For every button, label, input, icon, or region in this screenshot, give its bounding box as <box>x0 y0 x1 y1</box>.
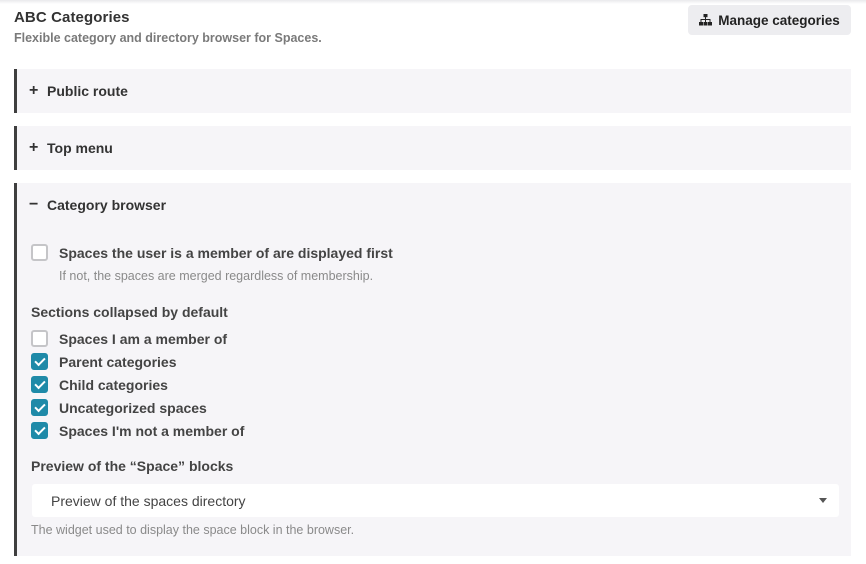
panel-category-browser-header[interactable] <box>17 183 851 227</box>
sitemap-icon <box>699 14 712 26</box>
panel-top-menu-label: Top menu <box>47 140 113 156</box>
sections-collapsed-label: Sections collapsed by default <box>31 304 228 320</box>
section-option <box>31 399 207 416</box>
manage-categories-label: Manage categories <box>718 12 840 28</box>
section-checkbox-child-categories[interactable] <box>31 376 48 393</box>
section-checkbox-spaces-member[interactable] <box>31 330 48 347</box>
section-option <box>31 330 227 347</box>
section-checkbox-uncategorized[interactable] <box>31 399 48 416</box>
minus-icon: − <box>29 196 39 213</box>
section-label: Parent categories <box>59 353 177 370</box>
section-label: Spaces I am a member of <box>59 330 228 347</box>
preview-select[interactable] <box>32 484 839 517</box>
members-first-checkbox[interactable] <box>31 244 48 261</box>
section-checkbox-not-member[interactable] <box>31 422 48 439</box>
section-checkbox-parent-categories[interactable] <box>31 353 48 370</box>
page-subtitle: Flexible category and directory browser for Spaces. <box>14 31 322 45</box>
section-option <box>31 376 168 393</box>
manage-categories-button[interactable] <box>688 5 851 35</box>
section-label: Child categories <box>59 376 168 393</box>
preview-blocks-label: Preview of the “Space” blocks <box>31 458 234 474</box>
section-option <box>31 422 244 439</box>
top-shadow <box>0 0 866 4</box>
preview-select-value: Preview of the spaces directory <box>51 492 246 509</box>
panel-public-route-header[interactable] <box>17 69 851 113</box>
caret-down-icon <box>819 498 827 503</box>
panel-category-browser <box>14 183 851 556</box>
section-label: Spaces I'm not a member of <box>59 422 245 439</box>
members-first-label: Spaces the user is a member of are displayed first <box>59 244 393 261</box>
panel-category-browser-label: Category browser <box>47 197 167 213</box>
panel-public-route-label: Public route <box>47 83 128 99</box>
panel-top-menu-header[interactable] <box>17 126 851 170</box>
members-first-option <box>31 244 393 261</box>
members-first-help: If not, the spaces are merged regardless of membership. <box>59 269 374 283</box>
panel-top-menu <box>14 126 851 170</box>
panel-public-route <box>14 69 851 113</box>
module-header <box>14 9 322 45</box>
plus-icon: + <box>29 82 39 99</box>
section-option <box>31 353 177 370</box>
section-label: Uncategorized spaces <box>59 399 207 416</box>
page-title: ABC Categories <box>14 9 130 26</box>
preview-select-help: The widget used to display the space block in the browser. <box>31 523 355 537</box>
plus-icon: + <box>29 139 39 156</box>
